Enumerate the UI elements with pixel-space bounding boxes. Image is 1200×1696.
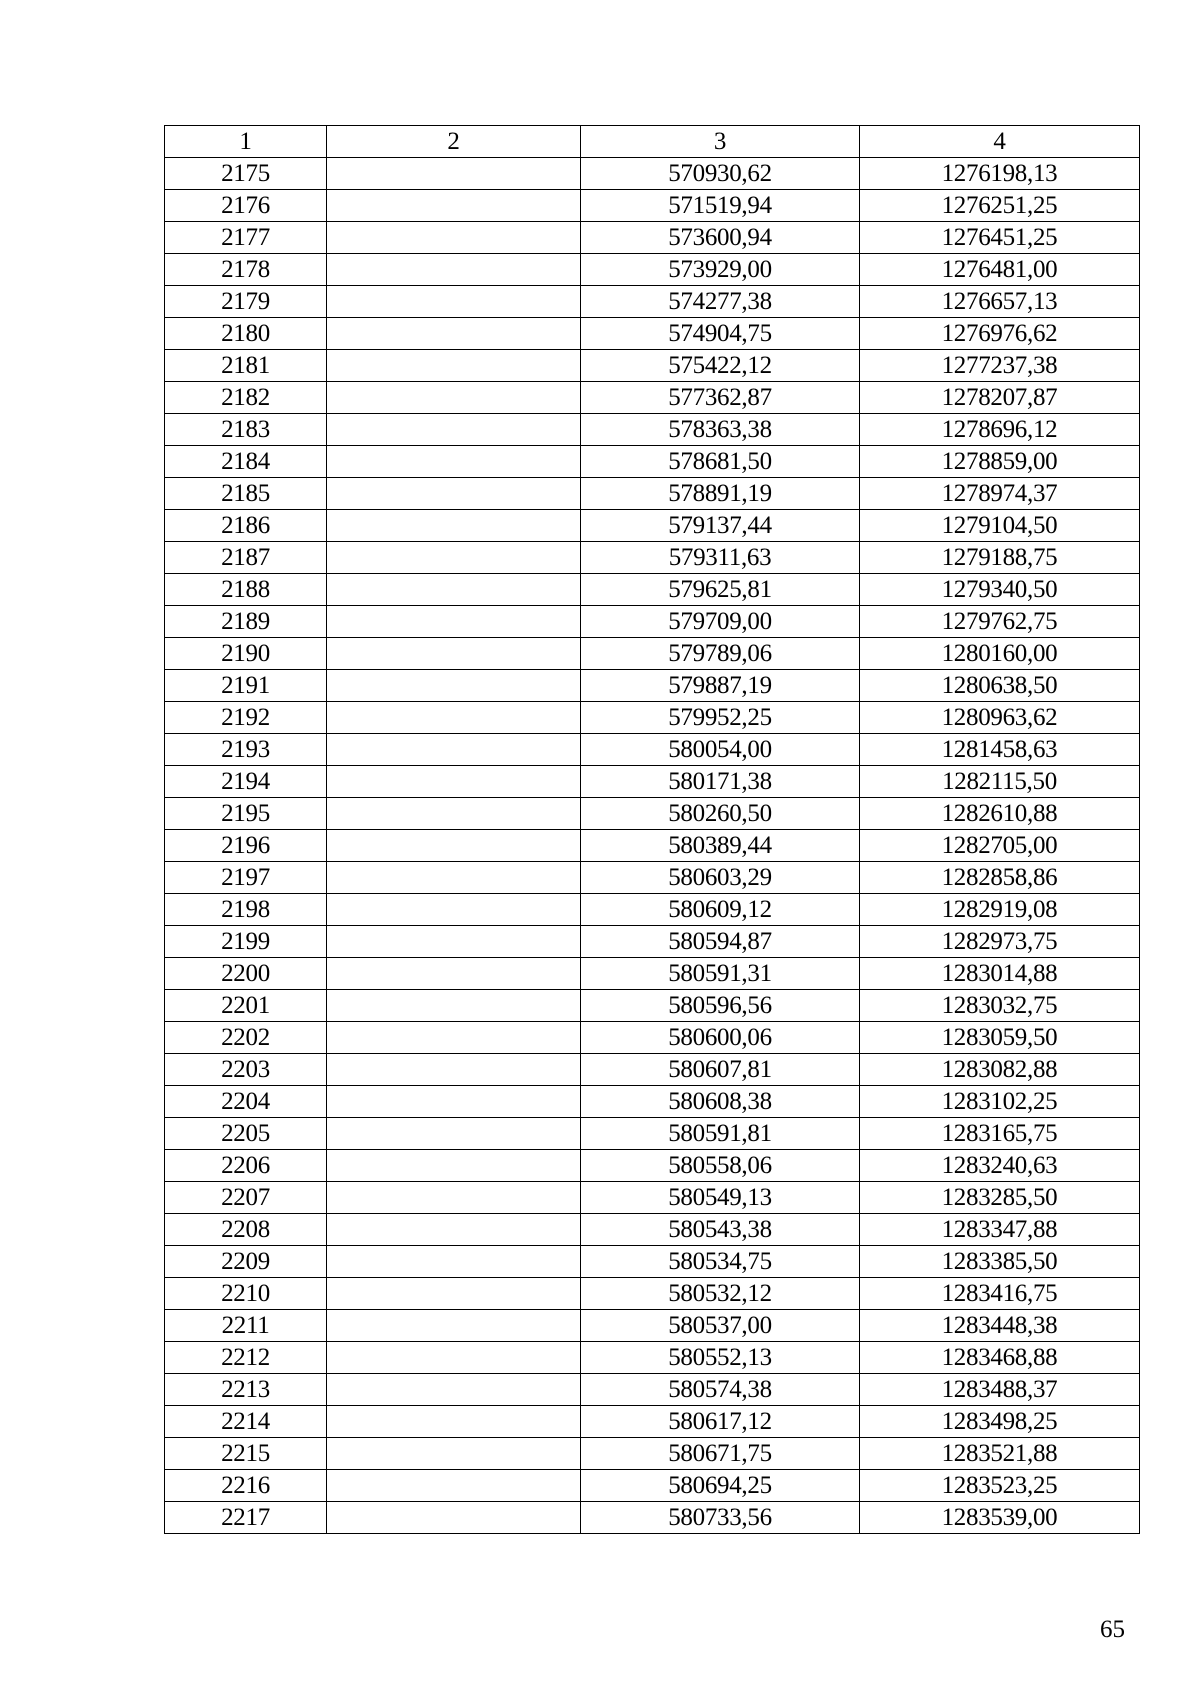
table-cell-col-3: 580054,00 bbox=[581, 734, 860, 766]
table-cell-col-3: 574277,38 bbox=[581, 286, 860, 318]
table-cell-col-1: 2212 bbox=[165, 1342, 327, 1374]
table-cell-col-4: 1283416,75 bbox=[860, 1278, 1140, 1310]
table-row bbox=[165, 1182, 1140, 1214]
header-row bbox=[165, 126, 1140, 158]
table-cell-col-2 bbox=[327, 574, 581, 606]
table-cell-col-1: 2180 bbox=[165, 318, 327, 350]
table-cell-col-2 bbox=[327, 1406, 581, 1438]
table-cell-col-2 bbox=[327, 1278, 581, 1310]
table-cell-col-2 bbox=[327, 798, 581, 830]
table-cell-col-3: 580617,12 bbox=[581, 1406, 860, 1438]
table-cell-col-1: 2183 bbox=[165, 414, 327, 446]
table-cell-col-3: 580543,38 bbox=[581, 1214, 860, 1246]
table-row bbox=[165, 414, 1140, 446]
table-cell-col-3: 575422,12 bbox=[581, 350, 860, 382]
table-cell-col-3: 580389,44 bbox=[581, 830, 860, 862]
table-cell-col-4: 1282610,88 bbox=[860, 798, 1140, 830]
table-cell-col-2 bbox=[327, 1470, 581, 1502]
table-cell-col-1: 2201 bbox=[165, 990, 327, 1022]
table-cell-col-1: 2203 bbox=[165, 1054, 327, 1086]
table-cell-col-4: 1283285,50 bbox=[860, 1182, 1140, 1214]
table-cell-col-3: 580552,13 bbox=[581, 1342, 860, 1374]
table-cell-col-3: 574904,75 bbox=[581, 318, 860, 350]
table-row bbox=[165, 1374, 1140, 1406]
table-cell-col-3: 578891,19 bbox=[581, 478, 860, 510]
table-cell-col-2 bbox=[327, 1054, 581, 1086]
table-cell-col-4: 1276451,25 bbox=[860, 222, 1140, 254]
table-cell-col-3: 580594,87 bbox=[581, 926, 860, 958]
table-cell-col-3: 580532,12 bbox=[581, 1278, 860, 1310]
table-cell-col-4: 1283498,25 bbox=[860, 1406, 1140, 1438]
table-cell-col-1: 2211 bbox=[165, 1310, 327, 1342]
table-cell-col-3: 579952,25 bbox=[581, 702, 860, 734]
table-cell-col-1: 2207 bbox=[165, 1182, 327, 1214]
table-cell-col-4: 1283539,00 bbox=[860, 1502, 1140, 1534]
table-cell-col-4: 1282973,75 bbox=[860, 926, 1140, 958]
table-row bbox=[165, 478, 1140, 510]
table-cell-col-2 bbox=[327, 1502, 581, 1534]
table-row bbox=[165, 766, 1140, 798]
table-cell-col-4: 1282858,86 bbox=[860, 862, 1140, 894]
table-cell-col-1: 2213 bbox=[165, 1374, 327, 1406]
table-cell-col-2 bbox=[327, 1374, 581, 1406]
table-cell-col-4: 1279762,75 bbox=[860, 606, 1140, 638]
table-cell-col-4: 1279104,50 bbox=[860, 510, 1140, 542]
table-cell-col-2 bbox=[327, 382, 581, 414]
table-row bbox=[165, 830, 1140, 862]
table-cell-col-2 bbox=[327, 830, 581, 862]
table-cell-col-3: 578681,50 bbox=[581, 446, 860, 478]
table-cell-col-2 bbox=[327, 1246, 581, 1278]
table-cell-col-4: 1283385,50 bbox=[860, 1246, 1140, 1278]
table-cell-col-2 bbox=[327, 702, 581, 734]
table-cell-col-3: 573929,00 bbox=[581, 254, 860, 286]
table-cell-col-1: 2196 bbox=[165, 830, 327, 862]
table-row bbox=[165, 350, 1140, 382]
table-cell-col-4: 1278696,12 bbox=[860, 414, 1140, 446]
table-row bbox=[165, 222, 1140, 254]
table-cell-col-2 bbox=[327, 862, 581, 894]
coordinates-table bbox=[164, 125, 1140, 1534]
table-cell-col-3: 577362,87 bbox=[581, 382, 860, 414]
table-cell-col-1: 2189 bbox=[165, 606, 327, 638]
table-cell-col-1: 2192 bbox=[165, 702, 327, 734]
table-cell-col-3: 580591,31 bbox=[581, 958, 860, 990]
table-row bbox=[165, 1438, 1140, 1470]
table-cell-col-1: 2193 bbox=[165, 734, 327, 766]
table-row bbox=[165, 574, 1140, 606]
table-cell-col-1: 2188 bbox=[165, 574, 327, 606]
table-cell-col-1: 2195 bbox=[165, 798, 327, 830]
table-cell-col-3: 580534,75 bbox=[581, 1246, 860, 1278]
table-row bbox=[165, 990, 1140, 1022]
table-cell-col-3: 579887,19 bbox=[581, 670, 860, 702]
table-cell-col-4: 1283523,25 bbox=[860, 1470, 1140, 1502]
table-cell-col-3: 580608,38 bbox=[581, 1086, 860, 1118]
table-cell-col-4: 1280963,62 bbox=[860, 702, 1140, 734]
table-row bbox=[165, 1470, 1140, 1502]
table-cell-col-2 bbox=[327, 1342, 581, 1374]
table-row bbox=[165, 510, 1140, 542]
table-cell-col-2 bbox=[327, 670, 581, 702]
table-row bbox=[165, 542, 1140, 574]
table-cell-col-4: 1283448,38 bbox=[860, 1310, 1140, 1342]
table-cell-col-1: 2214 bbox=[165, 1406, 327, 1438]
table-cell-col-2 bbox=[327, 1182, 581, 1214]
table-cell-col-4: 1283102,25 bbox=[860, 1086, 1140, 1118]
table-row bbox=[165, 798, 1140, 830]
table-cell-col-1: 2210 bbox=[165, 1278, 327, 1310]
table-cell-col-1: 2215 bbox=[165, 1438, 327, 1470]
table-cell-col-4: 1283521,88 bbox=[860, 1438, 1140, 1470]
table-row bbox=[165, 1054, 1140, 1086]
table-cell-col-2 bbox=[327, 510, 581, 542]
table-cell-col-1: 2184 bbox=[165, 446, 327, 478]
table-cell-col-1: 2181 bbox=[165, 350, 327, 382]
column-header-2: 2 bbox=[327, 126, 581, 158]
table-cell-col-4: 1283468,88 bbox=[860, 1342, 1140, 1374]
table-row bbox=[165, 286, 1140, 318]
table-cell-col-4: 1280160,00 bbox=[860, 638, 1140, 670]
table-cell-col-1: 2198 bbox=[165, 894, 327, 926]
table-cell-col-3: 580609,12 bbox=[581, 894, 860, 926]
table-cell-col-1: 2200 bbox=[165, 958, 327, 990]
table-cell-col-2 bbox=[327, 286, 581, 318]
table-cell-col-4: 1283347,88 bbox=[860, 1214, 1140, 1246]
table-cell-col-2 bbox=[327, 446, 581, 478]
table-cell-col-1: 2206 bbox=[165, 1150, 327, 1182]
table-cell-col-4: 1278207,87 bbox=[860, 382, 1140, 414]
table-row bbox=[165, 1406, 1140, 1438]
table-row bbox=[165, 1022, 1140, 1054]
table-row bbox=[165, 894, 1140, 926]
table-cell-col-2 bbox=[327, 478, 581, 510]
table-cell-col-2 bbox=[327, 990, 581, 1022]
table-row bbox=[165, 638, 1140, 670]
table-cell-col-1: 2191 bbox=[165, 670, 327, 702]
table-row bbox=[165, 1118, 1140, 1150]
table-cell-col-3: 580574,38 bbox=[581, 1374, 860, 1406]
table-cell-col-2 bbox=[327, 1438, 581, 1470]
table-cell-col-1: 2204 bbox=[165, 1086, 327, 1118]
table-row bbox=[165, 702, 1140, 734]
table-cell-col-2 bbox=[327, 638, 581, 670]
table-header bbox=[165, 126, 1140, 158]
table-cell-col-2 bbox=[327, 926, 581, 958]
table-cell-col-1: 2205 bbox=[165, 1118, 327, 1150]
table-cell-col-4: 1276657,13 bbox=[860, 286, 1140, 318]
table-cell-col-3: 580591,81 bbox=[581, 1118, 860, 1150]
table-cell-col-4: 1276976,62 bbox=[860, 318, 1140, 350]
table-row bbox=[165, 734, 1140, 766]
table-cell-col-3: 570930,62 bbox=[581, 158, 860, 190]
table-cell-col-3: 579311,63 bbox=[581, 542, 860, 574]
table-cell-col-4: 1279188,75 bbox=[860, 542, 1140, 574]
table-cell-col-4: 1277237,38 bbox=[860, 350, 1140, 382]
table-cell-col-3: 579625,81 bbox=[581, 574, 860, 606]
table-cell-col-3: 580733,56 bbox=[581, 1502, 860, 1534]
table-cell-col-4: 1281458,63 bbox=[860, 734, 1140, 766]
table-body bbox=[165, 158, 1140, 1534]
table-cell-col-4: 1283488,37 bbox=[860, 1374, 1140, 1406]
table-cell-col-4: 1276198,13 bbox=[860, 158, 1140, 190]
table-cell-col-2 bbox=[327, 1022, 581, 1054]
table-cell-col-1: 2208 bbox=[165, 1214, 327, 1246]
table-row bbox=[165, 1342, 1140, 1374]
table-row bbox=[165, 1214, 1140, 1246]
table-cell-col-2 bbox=[327, 1214, 581, 1246]
table-cell-col-4: 1280638,50 bbox=[860, 670, 1140, 702]
table-row bbox=[165, 1150, 1140, 1182]
table-cell-col-4: 1283059,50 bbox=[860, 1022, 1140, 1054]
table-row bbox=[165, 158, 1140, 190]
table-cell-col-3: 580537,00 bbox=[581, 1310, 860, 1342]
table-row bbox=[165, 1086, 1140, 1118]
table-cell-col-3: 571519,94 bbox=[581, 190, 860, 222]
table-cell-col-1: 2197 bbox=[165, 862, 327, 894]
table-row bbox=[165, 382, 1140, 414]
table-cell-col-4: 1276251,25 bbox=[860, 190, 1140, 222]
table-cell-col-1: 2187 bbox=[165, 542, 327, 574]
table-cell-col-3: 580600,06 bbox=[581, 1022, 860, 1054]
table-cell-col-2 bbox=[327, 606, 581, 638]
table-cell-col-4: 1283082,88 bbox=[860, 1054, 1140, 1086]
table-cell-col-4: 1283032,75 bbox=[860, 990, 1140, 1022]
table-cell-col-1: 2216 bbox=[165, 1470, 327, 1502]
column-header-4: 4 bbox=[860, 126, 1140, 158]
table-cell-col-1: 2194 bbox=[165, 766, 327, 798]
table-cell-col-2 bbox=[327, 958, 581, 990]
table-cell-col-3: 579789,06 bbox=[581, 638, 860, 670]
table-row bbox=[165, 446, 1140, 478]
table-row bbox=[165, 318, 1140, 350]
table-cell-col-2 bbox=[327, 254, 581, 286]
table-cell-col-2 bbox=[327, 190, 581, 222]
table-row bbox=[165, 670, 1140, 702]
table-cell-col-1: 2186 bbox=[165, 510, 327, 542]
table-cell-col-3: 580596,56 bbox=[581, 990, 860, 1022]
table-cell-col-2 bbox=[327, 158, 581, 190]
table-cell-col-2 bbox=[327, 766, 581, 798]
column-header-1: 1 bbox=[165, 126, 327, 158]
table-cell-col-4: 1282115,50 bbox=[860, 766, 1140, 798]
table-row bbox=[165, 190, 1140, 222]
table-cell-col-1: 2177 bbox=[165, 222, 327, 254]
table-cell-col-1: 2178 bbox=[165, 254, 327, 286]
table-cell-col-2 bbox=[327, 222, 581, 254]
table-cell-col-3: 580260,50 bbox=[581, 798, 860, 830]
table-cell-col-1: 2179 bbox=[165, 286, 327, 318]
table-cell-col-3: 580558,06 bbox=[581, 1150, 860, 1182]
table-cell-col-4: 1283165,75 bbox=[860, 1118, 1140, 1150]
table-cell-col-3: 580607,81 bbox=[581, 1054, 860, 1086]
table-row bbox=[165, 1310, 1140, 1342]
table-cell-col-2 bbox=[327, 414, 581, 446]
table-cell-col-3: 579709,00 bbox=[581, 606, 860, 638]
table-cell-col-2 bbox=[327, 1118, 581, 1150]
table-cell-col-4: 1278859,00 bbox=[860, 446, 1140, 478]
table-cell-col-1: 2175 bbox=[165, 158, 327, 190]
table-row bbox=[165, 1246, 1140, 1278]
table-cell-col-3: 580603,29 bbox=[581, 862, 860, 894]
table-cell-col-2 bbox=[327, 894, 581, 926]
table-cell-col-1: 2199 bbox=[165, 926, 327, 958]
table-cell-col-2 bbox=[327, 1150, 581, 1182]
table-cell-col-2 bbox=[327, 350, 581, 382]
table-cell-col-1: 2202 bbox=[165, 1022, 327, 1054]
table-cell-col-2 bbox=[327, 1310, 581, 1342]
table-cell-col-2 bbox=[327, 318, 581, 350]
table-cell-col-3: 573600,94 bbox=[581, 222, 860, 254]
table-row bbox=[165, 862, 1140, 894]
table-row bbox=[165, 254, 1140, 286]
table-cell-col-2 bbox=[327, 542, 581, 574]
column-header-3: 3 bbox=[581, 126, 860, 158]
table-cell-col-1: 2185 bbox=[165, 478, 327, 510]
table-cell-col-3: 580694,25 bbox=[581, 1470, 860, 1502]
page-number: 65 bbox=[1100, 1616, 1125, 1643]
table-cell-col-3: 580549,13 bbox=[581, 1182, 860, 1214]
table-row bbox=[165, 958, 1140, 990]
table-cell-col-3: 580671,75 bbox=[581, 1438, 860, 1470]
table-cell-col-4: 1278974,37 bbox=[860, 478, 1140, 510]
table-cell-col-1: 2217 bbox=[165, 1502, 327, 1534]
table-cell-col-4: 1282705,00 bbox=[860, 830, 1140, 862]
table-row bbox=[165, 1502, 1140, 1534]
table-cell-col-2 bbox=[327, 734, 581, 766]
table-cell-col-3: 579137,44 bbox=[581, 510, 860, 542]
table-cell-col-3: 578363,38 bbox=[581, 414, 860, 446]
table-row bbox=[165, 606, 1140, 638]
table-cell-col-1: 2176 bbox=[165, 190, 327, 222]
table-row bbox=[165, 926, 1140, 958]
table-cell-col-4: 1283240,63 bbox=[860, 1150, 1140, 1182]
table-cell-col-2 bbox=[327, 1086, 581, 1118]
table-cell-col-1: 2190 bbox=[165, 638, 327, 670]
table-cell-col-1: 2182 bbox=[165, 382, 327, 414]
table-cell-col-1: 2209 bbox=[165, 1246, 327, 1278]
table-cell-col-3: 580171,38 bbox=[581, 766, 860, 798]
table-cell-col-4: 1276481,00 bbox=[860, 254, 1140, 286]
table-cell-col-4: 1283014,88 bbox=[860, 958, 1140, 990]
table-row bbox=[165, 1278, 1140, 1310]
table-cell-col-4: 1282919,08 bbox=[860, 894, 1140, 926]
table-cell-col-4: 1279340,50 bbox=[860, 574, 1140, 606]
